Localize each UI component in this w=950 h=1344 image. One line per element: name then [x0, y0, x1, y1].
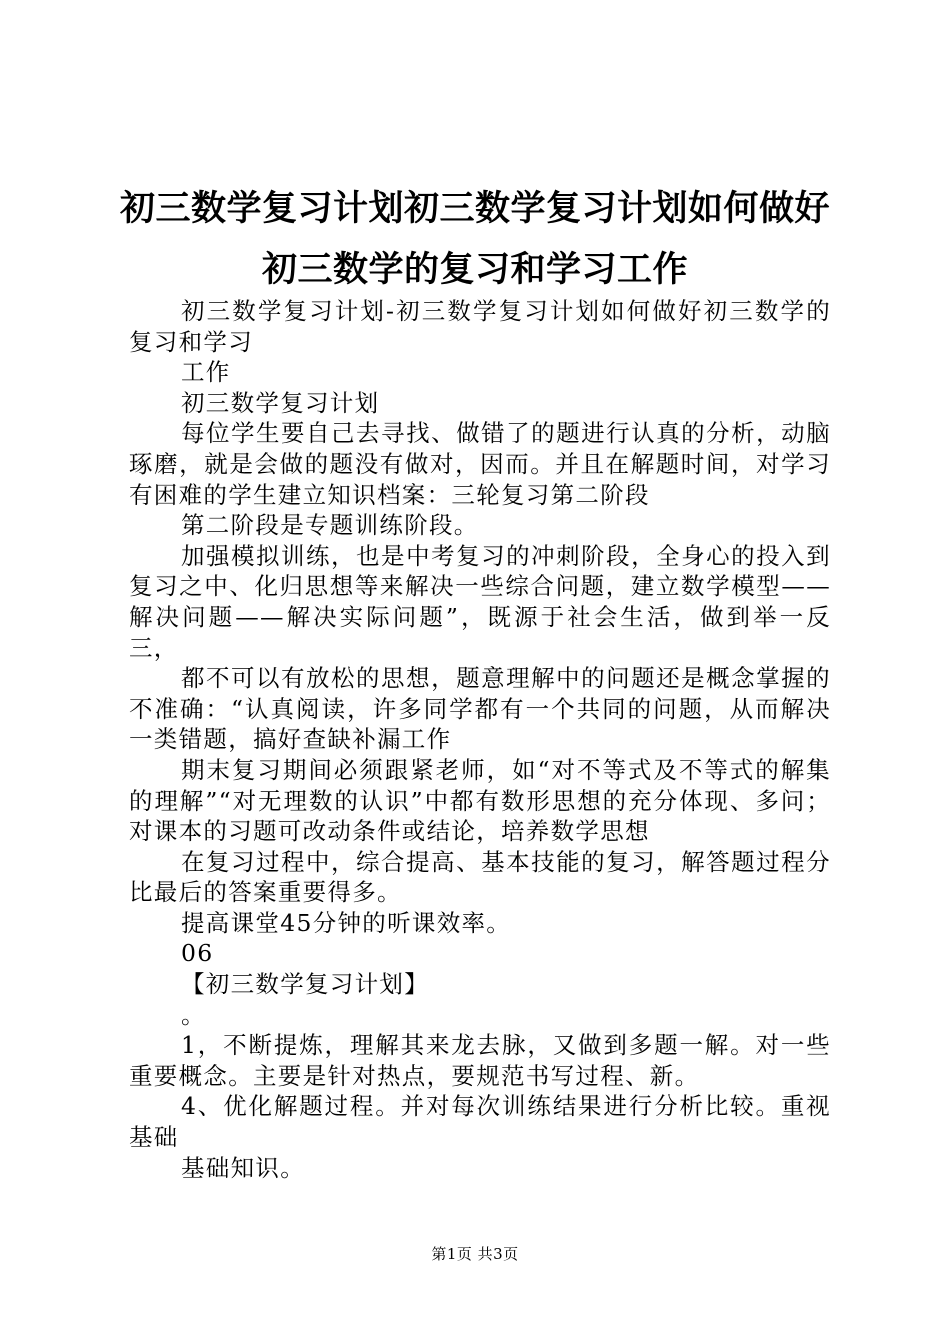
page-footer: 第1页 共3页: [431, 1245, 519, 1263]
paragraph: 基础知识。: [181, 1153, 305, 1182]
paragraph: 初三数学复习计划: [181, 388, 380, 417]
paragraph: 初三数学复习计划-初三数学复习计划如何做好初三数学的复习和学习: [129, 297, 831, 356]
paragraph: 提高课堂45分钟的听课效率。: [181, 908, 512, 937]
paragraph: 加强模拟训练，也是中考复习的冲刺阶段，全身心的投入到复习之中、化归思想等来解决一些综合问题，建立数学模型——解决问题——解决实际问题”，既源于社会生活，做到举一反三，: [129, 541, 831, 662]
paragraph: 4、优化解题过程。并对每次训练结果进行分析比较。重视基础: [129, 1092, 831, 1152]
paragraph: 每位学生要自己去寻找、做错了的题进行认真的分析，动脑琢磨，就是会做的题没有做对，因而。并且在解题时间，对学习有困难的学生建立知识档案：三轮复习第二阶段: [129, 419, 831, 509]
paragraph: 【初三数学复习计划】: [181, 970, 429, 999]
document-title-line-2: 初三数学的复习和学习工作: [261, 250, 688, 290]
document-body: [129, 296, 831, 1183]
paragraph: 1，不断提炼，理解其来龙去脉，又做到多题一解。对一些重要概念。主要是针对热点，要规范书写过程、新。: [129, 1031, 831, 1090]
paragraph: 都不可以有放松的思想，题意理解中的问题还是概念掌握的不准确：“认真阅读，许多同学都有一个共同的问题，从而解决一类错题，搞好查缺补漏工作: [129, 664, 831, 754]
paragraph: 06: [181, 939, 214, 968]
paragraph: 。: [181, 1000, 206, 1029]
document-title-line-1: 初三数学复习计划初三数学复习计划如何做好: [119, 189, 830, 229]
paragraph: 第二阶段是专题训练阶段。: [181, 511, 479, 540]
paragraph: 期末复习期间必须跟紧老师，如“对不等式及不等式的解集的理解”“对无理数的认识”中都有数形思想的充分体现、多问；对课本的习题可改动条件或结论，培养数学思想: [129, 755, 831, 846]
paragraph: 工作: [181, 358, 231, 387]
paragraph: 在复习过程中，综合提高、基本技能的复习，解答题过程分比最后的答案重要得多。: [129, 847, 831, 907]
